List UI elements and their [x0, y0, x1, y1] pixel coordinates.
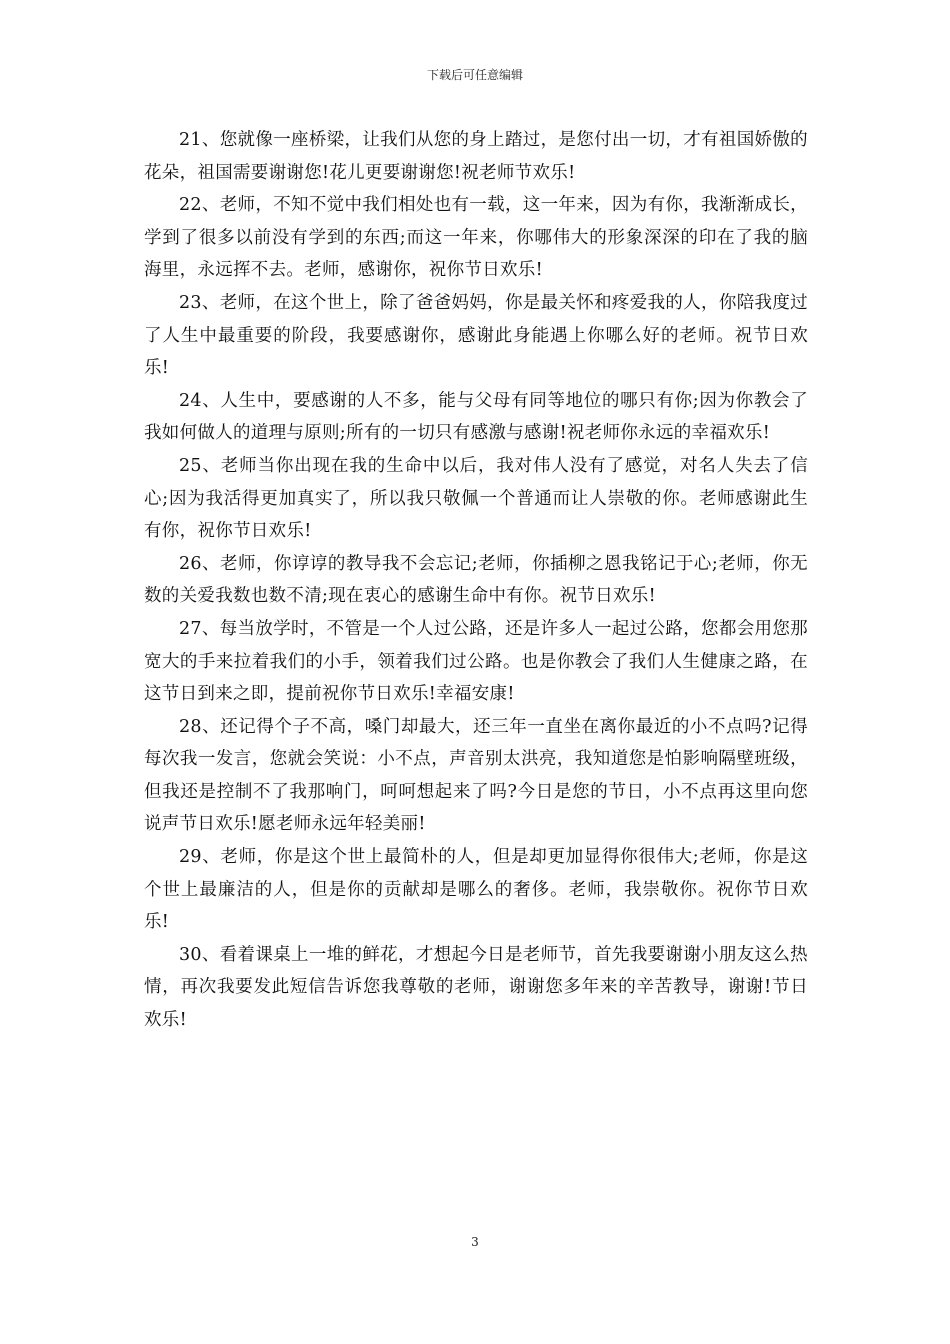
paragraph-22: 22、老师，不知不觉中我们相处也有一载，这一年来，因为有你，我渐渐成长，学到了很多以前没有学到的东西;而这一年来，你哪伟大的形象深深的印在了我的脑海里，永远挥不去。老师，感谢你，祝你节日欢乐! [144, 195, 808, 281]
paragraph-28: 28、还记得个子不高，嗓门却最大，还三年一直坐在离你最近的小不点吗?记得每次我一发言，您就会笑说：小不点，声音别太洪亮，我知道您是怕影响隔壁班级，但我还是控制不了我那响门，呵呵想起来了吗?今日是您的节日，小不点再这里向您说声节日欢乐!愿老师永远年轻美丽! [144, 716, 808, 835]
paragraph-23: 23、老师，在这个世上，除了爸爸妈妈，你是最关怀和疼爱我的人，你陪我度过了人生中最重要的阶段，我要感谢你，感谢此身能遇上你哪么好的老师。祝节日欢乐! [144, 292, 808, 379]
paragraph-30: 30、看着课桌上一堆的鲜花，才想起今日是老师节，首先我要谢谢小朋友这么热情，再次我要发此短信告诉您我尊敬的老师，谢谢您多年来的辛苦教导，谢谢!节日欢乐! [144, 944, 808, 1031]
paragraph-21: 21、您就像一座桥梁，让我们从您的身上踏过，是您付出一切，才有祖国娇傲的花朵，祖国需要谢谢您!花儿更要谢谢您!祝老师节欢乐! [144, 130, 808, 183]
paragraph-27: 27、每当放学时，不管是一个人过公路，还是许多人一起过公路，您都会用您那宽大的手来拉着我们的小手，领着我们过公路。也是你教会了我们人生健康之路，在这节日到来之即，提前祝你节日欢乐!幸福安康! [144, 618, 808, 705]
paragraph-26: 26、老师，你谆谆的教导我不会忘记;老师，你插柳之恩我铭记于心;老师，你无数的关爱我数也数不清;现在衷心的感谢生命中有你。祝节日欢乐! [144, 553, 808, 607]
page-header: 下载后可任意编辑 [426, 68, 523, 82]
document-body [144, 124, 808, 1037]
paragraph-24: 24、人生中，要感谢的人不多，能与父母有同等地位的哪只有你;因为你教会了我如何做人的道理与原则;所有的一切只有感激与感谢!祝老师你永远的幸福欢乐! [144, 390, 808, 444]
page-number: 3 [471, 1235, 479, 1249]
paragraph-29: 29、老师，你是这个世上最简朴的人，但是却更加显得你很伟大;老师，你是这个世上最廉洁的人，但是你的贡献却是哪么的奢侈。老师，我崇敬你。祝你节日欢乐! [144, 847, 808, 933]
paragraph-25: 25、老师当你出现在我的生命中以后，我对伟人没有了感觉，对名人失去了信心;因为我活得更加真实了，所以我只敬佩一个普通而让人崇敬的你。老师感谢此生有你，祝你节日欢乐! [144, 455, 808, 542]
